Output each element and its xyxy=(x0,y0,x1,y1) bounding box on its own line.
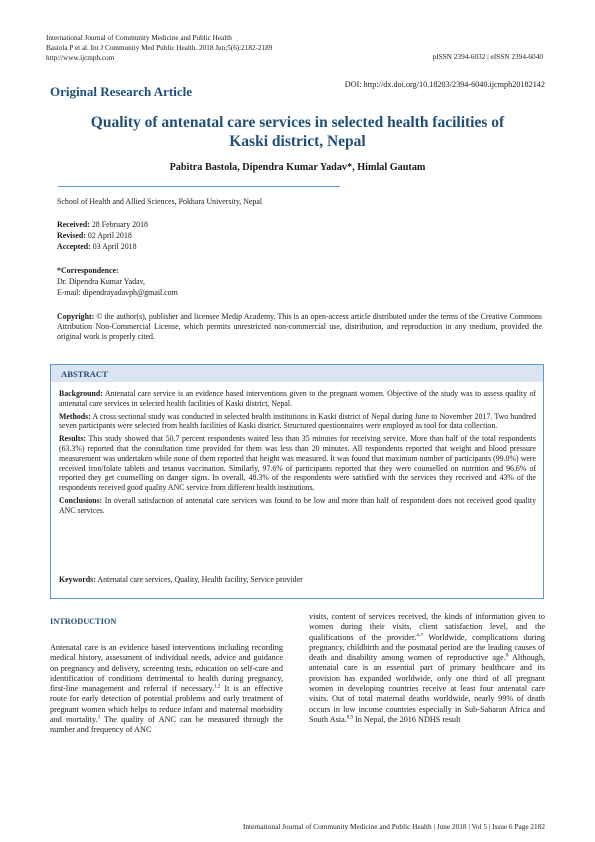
abstract-background: Background: Antenatal care service is an evidence based interventions given to the pregnant women. Objective of the study was to assess quality of antenatal care services in selected health facilities of Kaski district, Nepal. xyxy=(59,389,536,408)
title-line-1: Quality of antenatal care services in selected health facilities of xyxy=(90,114,505,131)
doi[interactable]: DOI: http://dx.doi.org/10.18203/2394-6040.ijcmph20182142 xyxy=(344,80,545,89)
page-footer: International Journal of Community Medicine and Public Health | June 2018 | Vol 5 | Issue 6 Page 2182 xyxy=(242,822,545,831)
abstract-body xyxy=(59,389,536,519)
abstract-conclusions: Conclusions: In overall satisfaction of antenatal care services was found to be low and more than half of respondent does not received good quality ANC services. xyxy=(59,495,536,515)
affiliation: School of Health and Allied Sciences, Pokhara University, Nepal xyxy=(57,197,263,206)
correspondence-email[interactable]: E-mail: dipendrayadavph@gmail.com xyxy=(57,288,178,297)
abstract-box xyxy=(50,364,544,599)
abstract-results: Results: This study showed that 50.7 percent respondents waited less than 35 minutes for receiving service. More than half of the total respondents (63.3%) reported that the consultation time provided for them was less than 20 minutes. All respondents reported that weight and blood pressure measurement was undertaken while none of them reported that height was measured. It was found that maximum number of participants (99.0%) were received iron/folate tablets and tetanus vaccination. Similarly, 97.6% of participants reported that they were counselled on nutrition and 96.6% of reported they get counselling on danger signs. In overall, 48.3% of the respondents were satisfied with the services they received and 43% of the respondents received good quality ANC service from different health institutions. xyxy=(59,434,536,493)
abstract-header: ABSTRACT xyxy=(51,365,543,382)
author-divider xyxy=(58,186,340,187)
abstract-methods: Methods: A cross sectional study was conducted in selected health institutions in Kaski district of Nepal during June to November 2017. Two hundred seven participants were selected from health facilities of Kaski district. Structured questionnaires were employed as tool for data collection. xyxy=(59,411,536,431)
correspondence-name: Dr. Dipendra Kumar Yadav, xyxy=(57,277,146,286)
article-title xyxy=(60,113,535,151)
accepted-date: Accepted: 03 April 2018 xyxy=(57,242,137,251)
revised-date: Revised: 02 April 2018 xyxy=(57,231,132,240)
received-date: Received: 28 February 2018 xyxy=(57,220,148,229)
journal-url[interactable]: http://www.ijcmph.com xyxy=(46,54,115,62)
authors: Pabitra Bastola, Dipendra Kumar Yadav*, Himlal Gautam xyxy=(169,162,426,173)
introduction-heading: INTRODUCTION xyxy=(50,617,117,626)
intro-column-left: Antenatal care is an evidence based interventions including recording medical history, assessment of individual needs, advice and guidance on pregnancy and delivery, screening tests, education on self-care and identification of conditions detrimental to health during pregnancy, first-line management and referral if necessary.$^{1,2}$ It is an effective route for early detection of potential problems and early treatment of pregnant women which helps to reduce infant and maternal morbidity and mortality.$^3$ The quality of ANC can be measured through the number and frequency of ANC xyxy=(50,643,283,735)
title-line-2: Kaski district, Nepal xyxy=(229,133,366,150)
keywords: Keywords: Antenatal care services, Quality, Health facility, Service provider xyxy=(59,575,303,584)
copyright-notice: Copyright: © the author(s), publisher and licensee Medip Academy. This is an open-access article distributed under the terms of the Creative Commons Attribution Non-Commercial License, which permits unrestricted non-commercial use, distribution, and reproduction in any medium, provided the original work is properly cited. xyxy=(57,312,542,341)
citation: Bastola P et al. Int J Community Med Public Health. 2018 Jun;5(6):2182-2189 xyxy=(46,44,273,52)
issn: pISSN 2394-6032 | eISSN 2394-6040 xyxy=(432,52,543,61)
article-type: Original Research Article xyxy=(50,84,193,99)
correspondence-label: *Correspondence: xyxy=(57,266,119,275)
journal-name: International Journal of Community Medicine and Public Health xyxy=(46,34,232,42)
intro-column-right: visits, content of services received, the kinds of information given to women during their visits, client satisfaction level, and the qualifications of the provider.$^{4-7}$ Worldwide, complications during pregnancy, childbirth and the postnatal period are the leading causes of death and disability among women of reproductive age.$^8$ Although, antenatal care is an essential part of primary healthcare and its provision has expanded worldwide, only one third of all pregnant women in developing countries receive at least four antenatal care visits. Out of total maternal deaths worldwide, nearly 99% of death occurs in low income countries especially in Sub-Saharan Africa and South Asia.$^{8,9}$ In Nepal, the 2016 NDHS result xyxy=(309,612,545,724)
